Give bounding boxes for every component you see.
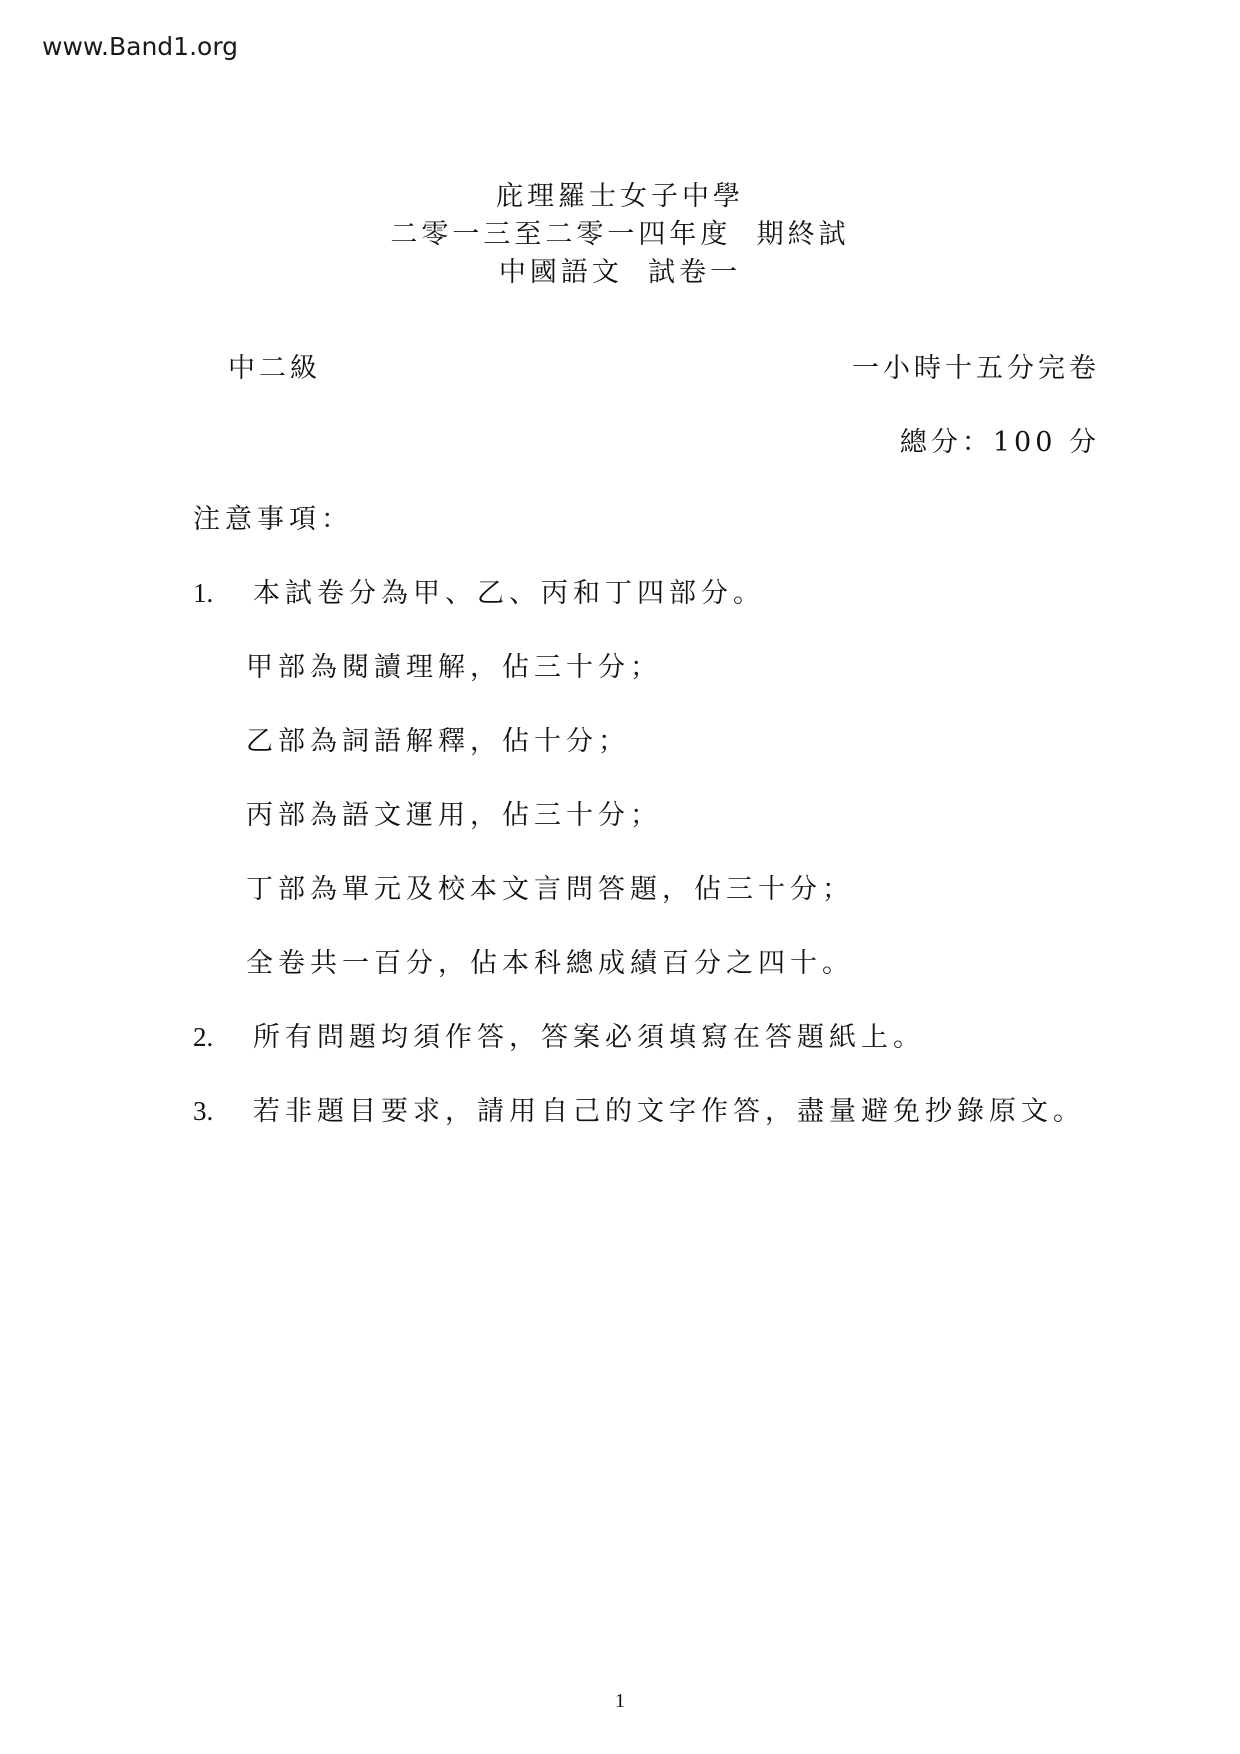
exam-year-title: 二零一三至二零一四年度 期終試 (390, 219, 850, 250)
instruction-number: 3. (193, 1096, 214, 1126)
exam-header (0, 178, 1240, 292)
instruction-item (193, 1015, 1085, 1089)
school-name: 庇理羅士女子中學 (496, 181, 744, 212)
watermark-url: www.Band1.org (42, 32, 239, 61)
instructions-section (193, 497, 1085, 1163)
instruction-item (193, 1089, 1085, 1163)
grade-label: 中二級 (228, 353, 321, 384)
instruction-subitem: 全卷共一百分，佔本科總成績百分之四十。 (246, 948, 854, 979)
instructions-title: 注意事項： (193, 504, 353, 535)
instruction-number: 1. (193, 578, 214, 608)
exam-subject-title: 中國語文 試卷一 (498, 257, 742, 288)
instruction-subitem: 乙部為詞語解釋，佔十分； (246, 726, 630, 757)
instruction-subitem: 丙部為語文運用，佔三十分； (246, 800, 662, 831)
instruction-subitem: 甲部為閱讀理解，佔三十分； (246, 652, 662, 683)
instruction-subitem: 丁部為單元及校本文言問答題，佔三十分； (246, 874, 854, 905)
total-marks-label: 總分：100 分 (899, 427, 1100, 458)
page-number: 1 (615, 1690, 625, 1712)
instruction-text: 若非題目要求，請用自己的文字作答，盡量避免抄錄原文。 (253, 1096, 1085, 1127)
instruction-item (193, 571, 1085, 645)
instruction-text: 所有問題均須作答，答案必須填寫在答題紙上。 (253, 1022, 925, 1053)
instruction-text: 本試卷分為甲、乙、丙和丁四部分。 (253, 578, 765, 609)
instruction-number: 2. (193, 1022, 214, 1052)
duration-label: 一小時十五分完卷 (852, 353, 1100, 384)
